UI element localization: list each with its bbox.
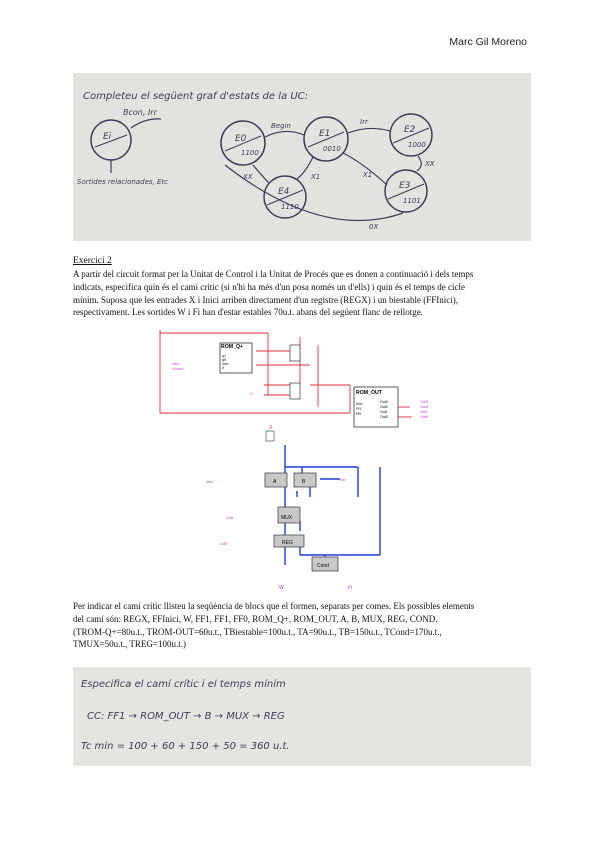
svg-text:Cond: Cond xyxy=(317,563,329,569)
svg-text:Sel: Sel xyxy=(340,477,346,482)
svg-text:Out0: Out0 xyxy=(420,415,429,419)
block-b xyxy=(294,473,316,487)
svg-text:E1: E1 xyxy=(319,129,331,139)
svg-text:Xcond: Xcond xyxy=(172,366,184,371)
exercise-intro: A partir del circuit format per la Unitat de Control i la Unitat de Procés que es donen a continuació i dels temps indicats, especifica quin és el camí crític (si n'hi ha més d'un posa només un d'ells) i quin és el temps de cicle mínim. Suposa que les entrades X i Inici arriben directament d'un registre (REGX) i un biestable (FFInici), respectivament. Les sortides W i Fi han d'estar estables 70u.t. abans del següent flanc de rellotge. xyxy=(73,269,474,318)
rom-q-block xyxy=(220,343,252,373)
edge-xx-2: XX xyxy=(243,173,253,181)
edge-x1-1: X1 xyxy=(311,173,321,181)
svg-text:Inici: Inici xyxy=(356,402,363,406)
svg-text:Out1: Out1 xyxy=(380,410,388,414)
cond-block xyxy=(312,557,338,571)
author-name: Marc Gil Moreno xyxy=(449,36,527,48)
rom-q-label: ROM_Q+ xyxy=(221,344,244,350)
svg-text:Inici: Inici xyxy=(222,362,229,366)
legend-state-label: Ei xyxy=(103,132,112,142)
svg-text:Inici: Inici xyxy=(206,479,214,484)
svg-text:1100: 1100 xyxy=(241,149,259,157)
graph-instruction: Completeu el següent graf d'estats de la UC: xyxy=(83,91,308,102)
svg-text:Out3: Out3 xyxy=(420,400,429,404)
svg-text:Inici: Inici xyxy=(172,361,180,366)
answer-line-1: Especifica el camí crític i el temps mínim xyxy=(81,679,286,690)
svg-text:0010: 0010 xyxy=(323,145,341,153)
svg-text:MUX: MUX xyxy=(281,515,293,521)
svg-text:Out3: Out3 xyxy=(380,400,388,404)
svg-text:Out2: Out2 xyxy=(420,405,429,409)
input-x-label: X xyxy=(269,425,273,431)
svg-text:Out0: Out0 xyxy=(380,415,388,419)
svg-text:E3: E3 xyxy=(399,181,411,191)
svg-text:1110: 1110 xyxy=(281,203,299,211)
edge-begin: Begin xyxy=(271,122,291,130)
edge-x1-2: X1 xyxy=(363,171,373,179)
svg-text:Ff1: Ff1 xyxy=(356,407,362,411)
svg-text:LdB: LdB xyxy=(220,541,228,546)
svg-text:LdA: LdA xyxy=(226,515,234,520)
block-a xyxy=(265,473,287,487)
output-w-label: W xyxy=(279,585,284,591)
svg-text:A: A xyxy=(273,479,277,485)
svg-text:Out1: Out1 xyxy=(420,410,429,414)
mux-block xyxy=(278,507,300,523)
question-text: Per indicar el camí crític llisteu la seqüència de blocs que el formen, separats per comes. Els possibles elements del camí són: REGX, FFInici, W, FF1, FF1, FF0, ROM_Q+, ROM_OUT, A, B, MUX, REG, COND. (TROM-Q+=80u.t., TROM-OUT=60u.t., TBiestable=100u.t., TA=90u.t., TB=150u.t., TCond=170u.t., TMUX=50u.t., TREG=100u.t.) xyxy=(73,601,475,650)
edge-irr: Irr xyxy=(360,118,368,126)
svg-text:1000: 1000 xyxy=(408,141,426,149)
svg-text:Out2: Out2 xyxy=(380,405,388,409)
svg-text:B: B xyxy=(302,479,306,485)
svg-text:E4: E4 xyxy=(278,187,290,197)
edge-0x: 0X xyxy=(369,223,379,231)
svg-text:q0: q0 xyxy=(222,358,226,362)
svg-text:1101: 1101 xyxy=(403,197,421,205)
legend-transition-label: Bcon, Irr xyxy=(123,108,157,117)
flipflop-0 xyxy=(290,383,300,399)
reg-block xyxy=(274,535,304,547)
exercise-title: Exercici 2 xyxy=(73,256,112,266)
edge-xx-1: XX xyxy=(425,160,435,168)
flipflop-1 xyxy=(290,345,300,361)
state-graph-photo xyxy=(73,73,531,241)
svg-text:E0: E0 xyxy=(235,134,247,144)
answer-line-3: Tc min = 100 + 60 + 150 + 50 = 360 u.t. xyxy=(81,741,290,752)
svg-text:REG: REG xyxy=(282,540,293,546)
svg-text:X: X xyxy=(222,366,225,370)
rom-out-block xyxy=(354,387,398,427)
svg-text:q1: q1 xyxy=(222,354,226,358)
answer-line-2: CC: FF1 → ROM_OUT → B → MUX → REG xyxy=(87,711,285,722)
svg-text:X: X xyxy=(250,391,253,396)
rom-out-label: ROM_OUT xyxy=(356,390,382,396)
svg-text:E2: E2 xyxy=(404,125,416,135)
input-x-pin xyxy=(266,431,274,441)
circuit-diagram xyxy=(150,325,450,602)
answer-photo xyxy=(73,667,531,766)
output-fi-label: Fi xyxy=(348,585,353,591)
legend-outputs-label: Sortides relacionades, Etc xyxy=(77,178,168,186)
svg-text:Ff0: Ff0 xyxy=(356,412,362,416)
